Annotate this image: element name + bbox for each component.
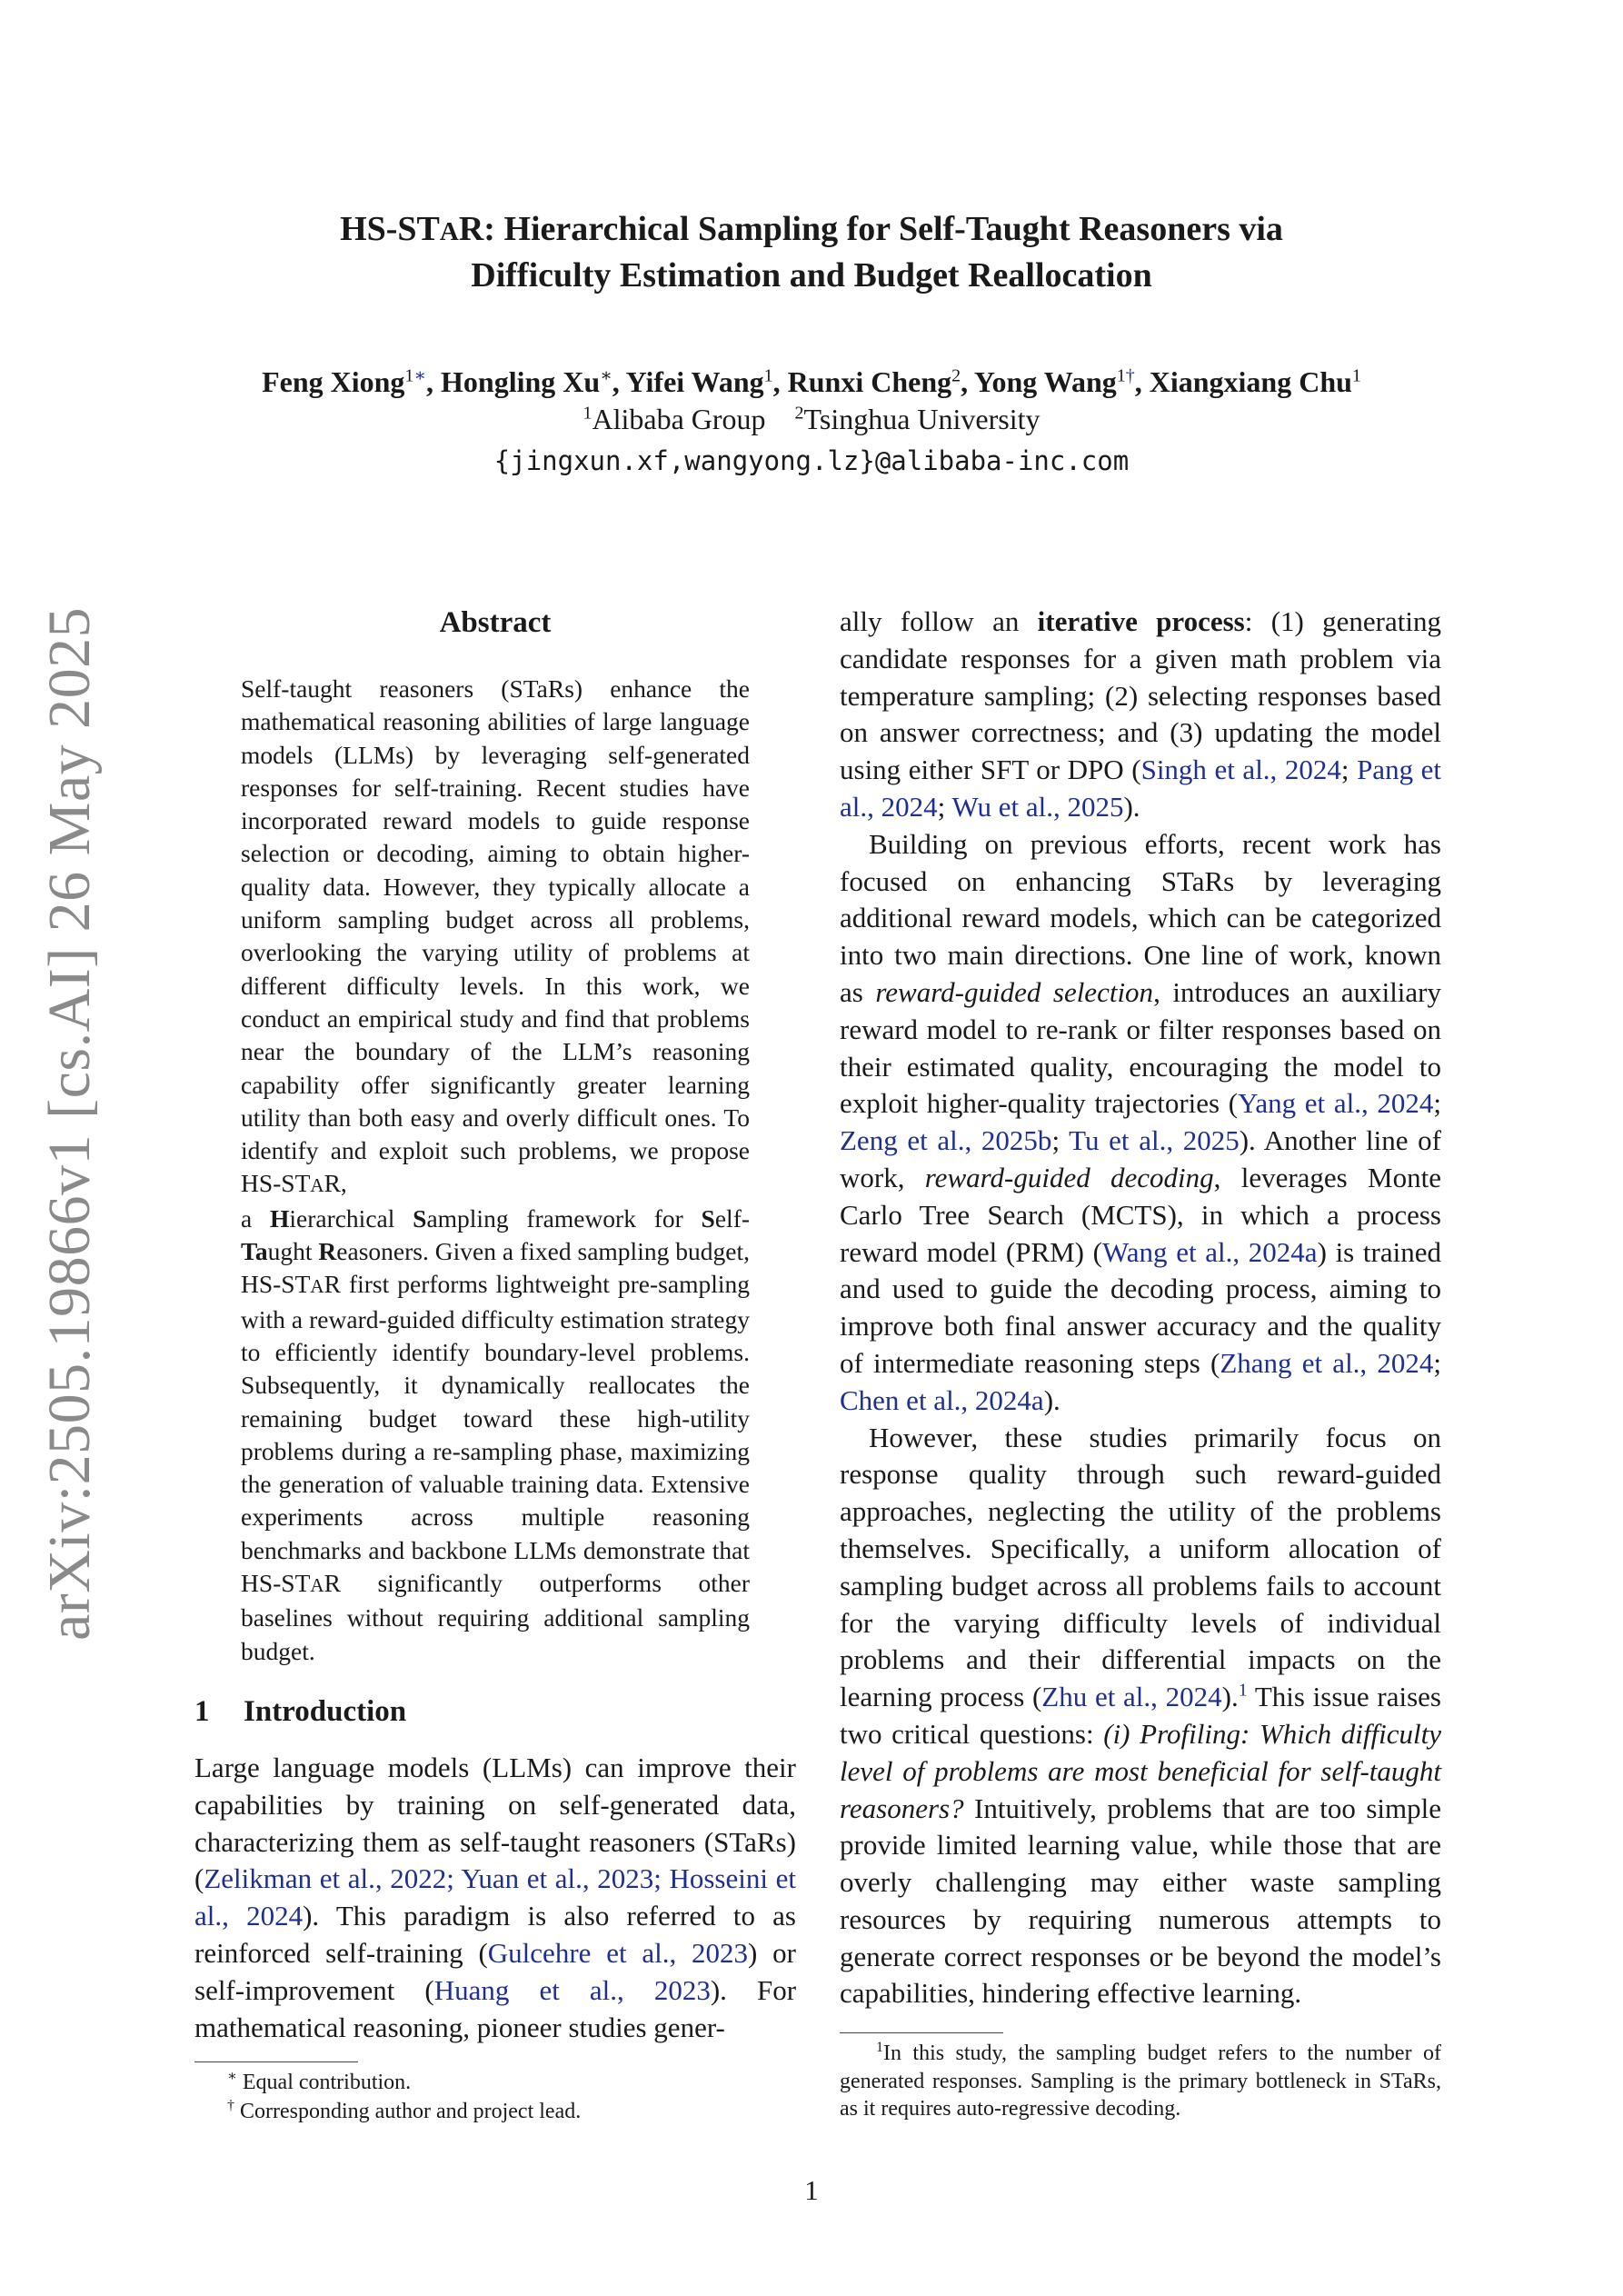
abstract-body xyxy=(241,673,750,1668)
bold-phrase: iterative process xyxy=(1037,605,1245,637)
body-text: ally follow an xyxy=(840,605,1038,637)
body-text: However, these studies primarily focus on response quality through such reward-guided approaches, neglecting the utility of the problems themselves. Specifically, a uniform allocation of sampling budget across all problems fails to account for the varying difficulty levels of individual problems and their differential impacts on the learning process ( xyxy=(840,1421,1441,1713)
footnote-text: Equal contribution. xyxy=(242,2071,412,2094)
title-line2: Difficulty Estimation and Budget Reallocation xyxy=(471,256,1152,294)
abstract-bold-letter: S xyxy=(413,1203,427,1233)
citation-link[interactable]: Singh et al., 2024 xyxy=(1140,754,1341,786)
author-name: Hongling Xu xyxy=(441,365,601,398)
author-affil-mark: 1 xyxy=(404,365,414,386)
abstract-bold-letter: S xyxy=(701,1203,715,1233)
body-text: ; xyxy=(1433,1087,1441,1120)
author-star-mark: ∗ xyxy=(600,365,612,386)
abstract-text: Self-taught reasoners (STaRs) enhance the mathematical reasoning abilities of large language models (LLMs) by leveraging self-generated responses for self-training. Recent studies have incorporated reward models to guide response selection or decoding, aiming to obtain higher-quality data. However, they typically allocate a uniform sampling budget across all problems, overlooking the varying utility of problems at different difficulty levels. In this work, we conduct an empirical study and find that problems near the boundary of the LLM’s reasoning capability offer significantly greater learning utility than both easy and overly difficult ones. To identify and exploit such problems, we propose HS-ST xyxy=(241,674,750,1198)
citation-link[interactable]: Pang et al., 2024 xyxy=(840,754,1441,823)
footnote-rule xyxy=(194,2061,358,2062)
citation-link[interactable]: Wang et al., 2024a xyxy=(1102,1235,1318,1268)
abstract-text: ampling framework for xyxy=(426,1203,702,1233)
body-text: , introduces an auxiliary reward model to re-rank or filter responses based on their estimated quality, encouraging the model to exploit higher-quality trajectories ( xyxy=(840,975,1442,1120)
citation-link[interactable]: Huang et al., 2023 xyxy=(433,1973,711,2006)
author-affil-mark: 1 xyxy=(1351,365,1361,386)
abstract-bold-letter: R xyxy=(318,1237,337,1266)
abstract-text: R, xyxy=(324,1169,347,1198)
body-text: ; xyxy=(1340,754,1358,786)
body-text: ) or self-improvement ( xyxy=(194,1936,796,2006)
body-text: ; xyxy=(1433,1346,1441,1379)
author-name: Yifei Wang xyxy=(625,365,764,398)
body-text: ). xyxy=(1123,790,1140,823)
body-text: ; xyxy=(937,790,952,823)
body-paragraph xyxy=(840,604,1441,826)
author-star-mark[interactable]: ∗ xyxy=(413,365,427,386)
paper-title xyxy=(182,207,1441,297)
author-name: Yong Wang xyxy=(973,365,1117,398)
author-name: Feng Xiong xyxy=(262,365,405,398)
abstract-text: ught xyxy=(267,1237,319,1266)
body-text: Large language models (LLMs) can improve their capabilities by training on self-generated data, characterizing them as self-taught reasoners (STaRs) ( xyxy=(194,1752,796,1895)
title-line1-a: HS-ST xyxy=(340,210,440,248)
section-title: Introduction xyxy=(244,1695,407,1728)
body-text: ) is trained and used to guide the decoding process, aiming to improve both final answer accuracy and the quality of intermediate reasoning steps ( xyxy=(840,1235,1441,1379)
footnote-rule xyxy=(840,2032,1003,2033)
citation-link[interactable]: Zhu et al., 2024 xyxy=(1041,1681,1222,1713)
abstract-heading: Abstract xyxy=(439,606,552,639)
body-text: Building on previous efforts, recent work has focused on enhancing STaRs by leveraging additional reward models, which can be categorized into two main directions. One line of work, known as xyxy=(840,827,1441,1008)
author-email: {jingxun.xf,wangyong.lz}@alibaba-inc.com xyxy=(493,445,1130,476)
footnote-marker[interactable]: 1 xyxy=(1238,1680,1248,1701)
abstract-bold-letter: Ta xyxy=(241,1237,268,1266)
abstract-bold-letter: H xyxy=(269,1203,290,1233)
body-paragraph xyxy=(840,1420,1441,2013)
citation-link[interactable]: Wu et al., 2025 xyxy=(951,790,1124,823)
affiliations xyxy=(136,401,1487,437)
footnote-mark: † xyxy=(227,2098,234,2113)
italic-phrase: reward-guided decoding xyxy=(924,1161,1214,1193)
abstract-text: elf- xyxy=(714,1203,751,1233)
footnote-right xyxy=(840,2040,1441,2123)
arxiv-stamp: arXiv:2505.19866v1 [cs.AI] 26 May 2025 xyxy=(36,606,103,1641)
abstract-text: R first performs lightweight pre-sampling with a reward-guided difficulty estimation strategy to efficiently identify boundary-level problems. Subsequently, it dynamically reallocates the remaining budget toward these high-utility problems during a re-sampling phase, maximizing the generation of valuable training data. Extensive experiments across multiple reasoning benchmarks and backbone LLMs demonstrate that HS-ST xyxy=(241,1270,750,1598)
abstract-text: ierarchical xyxy=(289,1203,413,1233)
body-text: Intuitively, problems that are too simple provide limited learning value, while those that are overly challenging may either waste sampling resources by requiring numerous attempts to generate correct responses or be beyond the model’s capabilities, hindering effective learning. xyxy=(840,1792,1441,2010)
abstract-smallcaps: A xyxy=(310,1574,324,1597)
abstract-text: a xyxy=(241,1203,270,1233)
citation-link[interactable]: Zeng et al., 2025b xyxy=(840,1124,1052,1157)
footnote-text: In this study, the sampling budget refers to the number of generated responses. Sampling is the primary bottleneck in STaRs, as it requires auto-regressive decoding. xyxy=(840,2041,1441,2121)
footnote-mark: 1 xyxy=(876,2040,883,2055)
footnote xyxy=(194,2068,796,2097)
citation-link[interactable]: Yang et al., 2024 xyxy=(1238,1087,1434,1120)
author-dagger-mark[interactable]: † xyxy=(1125,365,1135,386)
abstract-smallcaps: A xyxy=(310,1174,324,1197)
author-affil-mark: 1 xyxy=(763,365,773,386)
footnote xyxy=(194,2097,796,2126)
author-list: Feng Xiong$^{1∗}$, Hongling Xu∗, Yifei Wang$^1$, Runxi Cheng$^2$, Yong Wang$^{1\dagger}$, Xiangxiang Chu$^1$ xyxy=(262,365,1361,398)
body-text: ). Another line of work, xyxy=(840,1124,1441,1193)
citation-link[interactable]: Chen et al., 2024a xyxy=(840,1383,1044,1416)
body-text: ). This paradigm is also referred to as reinforced self-training ( xyxy=(194,1900,796,1969)
affil-name: Tsinghua University xyxy=(803,403,1041,435)
abstract-text: R significantly outperforms other baselines without requiring additional sampling budget. xyxy=(241,1569,750,1665)
footnote-mark: ∗ xyxy=(227,2069,237,2084)
title-line1-b: R: Hierarchical Sampling for Self-Taught Reasoners via xyxy=(458,210,1283,248)
body-text: ). xyxy=(1221,1681,1239,1713)
right-column xyxy=(840,604,1441,2012)
italic-phrase: reward-guided selection xyxy=(875,975,1154,1008)
citation-link[interactable]: Zhang et al., 2024 xyxy=(1220,1346,1434,1379)
body-text: This issue raises two critical questions: xyxy=(840,1681,1441,1750)
body-text: : (1) generating candidate responses for a given math problem via temperature sampling; (2) selecting responses based on answer correctness; and (3) updating the model using either SFT or DPO ( xyxy=(840,605,1441,786)
body-text: ). xyxy=(1043,1383,1060,1416)
footnotes-left xyxy=(194,2068,796,2126)
body-text: ). For mathematical reasoning, pioneer studies gener- xyxy=(194,1973,797,2043)
intro-paragraph xyxy=(194,1750,796,2046)
italic-phrase: (i) Profiling: Which difficulty level of problems are most beneficial for self-taught reasoners? xyxy=(840,1717,1441,1824)
affil-name: Alibaba Group xyxy=(592,403,766,435)
author-affil-mark: 2 xyxy=(951,365,961,386)
section-number: 1 xyxy=(194,1695,210,1728)
citation-link[interactable]: Gulcehre et al., 2023 xyxy=(487,1936,749,1969)
footnote-text: Corresponding author and project lead. xyxy=(240,2100,582,2123)
title-line1-smallcaps: A xyxy=(439,217,459,246)
affil-mark: 2 xyxy=(794,403,804,424)
affil-mark: 1 xyxy=(582,403,592,424)
abstract-smallcaps: A xyxy=(310,1275,324,1298)
author-affil-mark: 1 xyxy=(1116,365,1126,386)
abstract-text: easoners. Given a fixed sampling budget, HS-ST xyxy=(241,1237,750,1299)
author-name: Runxi Cheng xyxy=(787,365,952,398)
section-heading xyxy=(194,1692,406,1731)
citation-link[interactable]: Tu et al., 2025 xyxy=(1069,1124,1240,1157)
body-paragraph xyxy=(840,826,1441,1420)
citation-link[interactable]: Zelikman et al., 2022; Yuan et al., 2023; Hosseini et al., 2024 xyxy=(194,1862,796,1932)
body-text: ; xyxy=(1051,1124,1070,1157)
page-number: 1 xyxy=(804,2174,819,2206)
author-name: Xiangxiang Chu xyxy=(1149,365,1352,398)
body-text: , leverages Monte Carlo Tree Search (MCTS), in which a process reward model (PRM) ( xyxy=(840,1161,1441,1268)
